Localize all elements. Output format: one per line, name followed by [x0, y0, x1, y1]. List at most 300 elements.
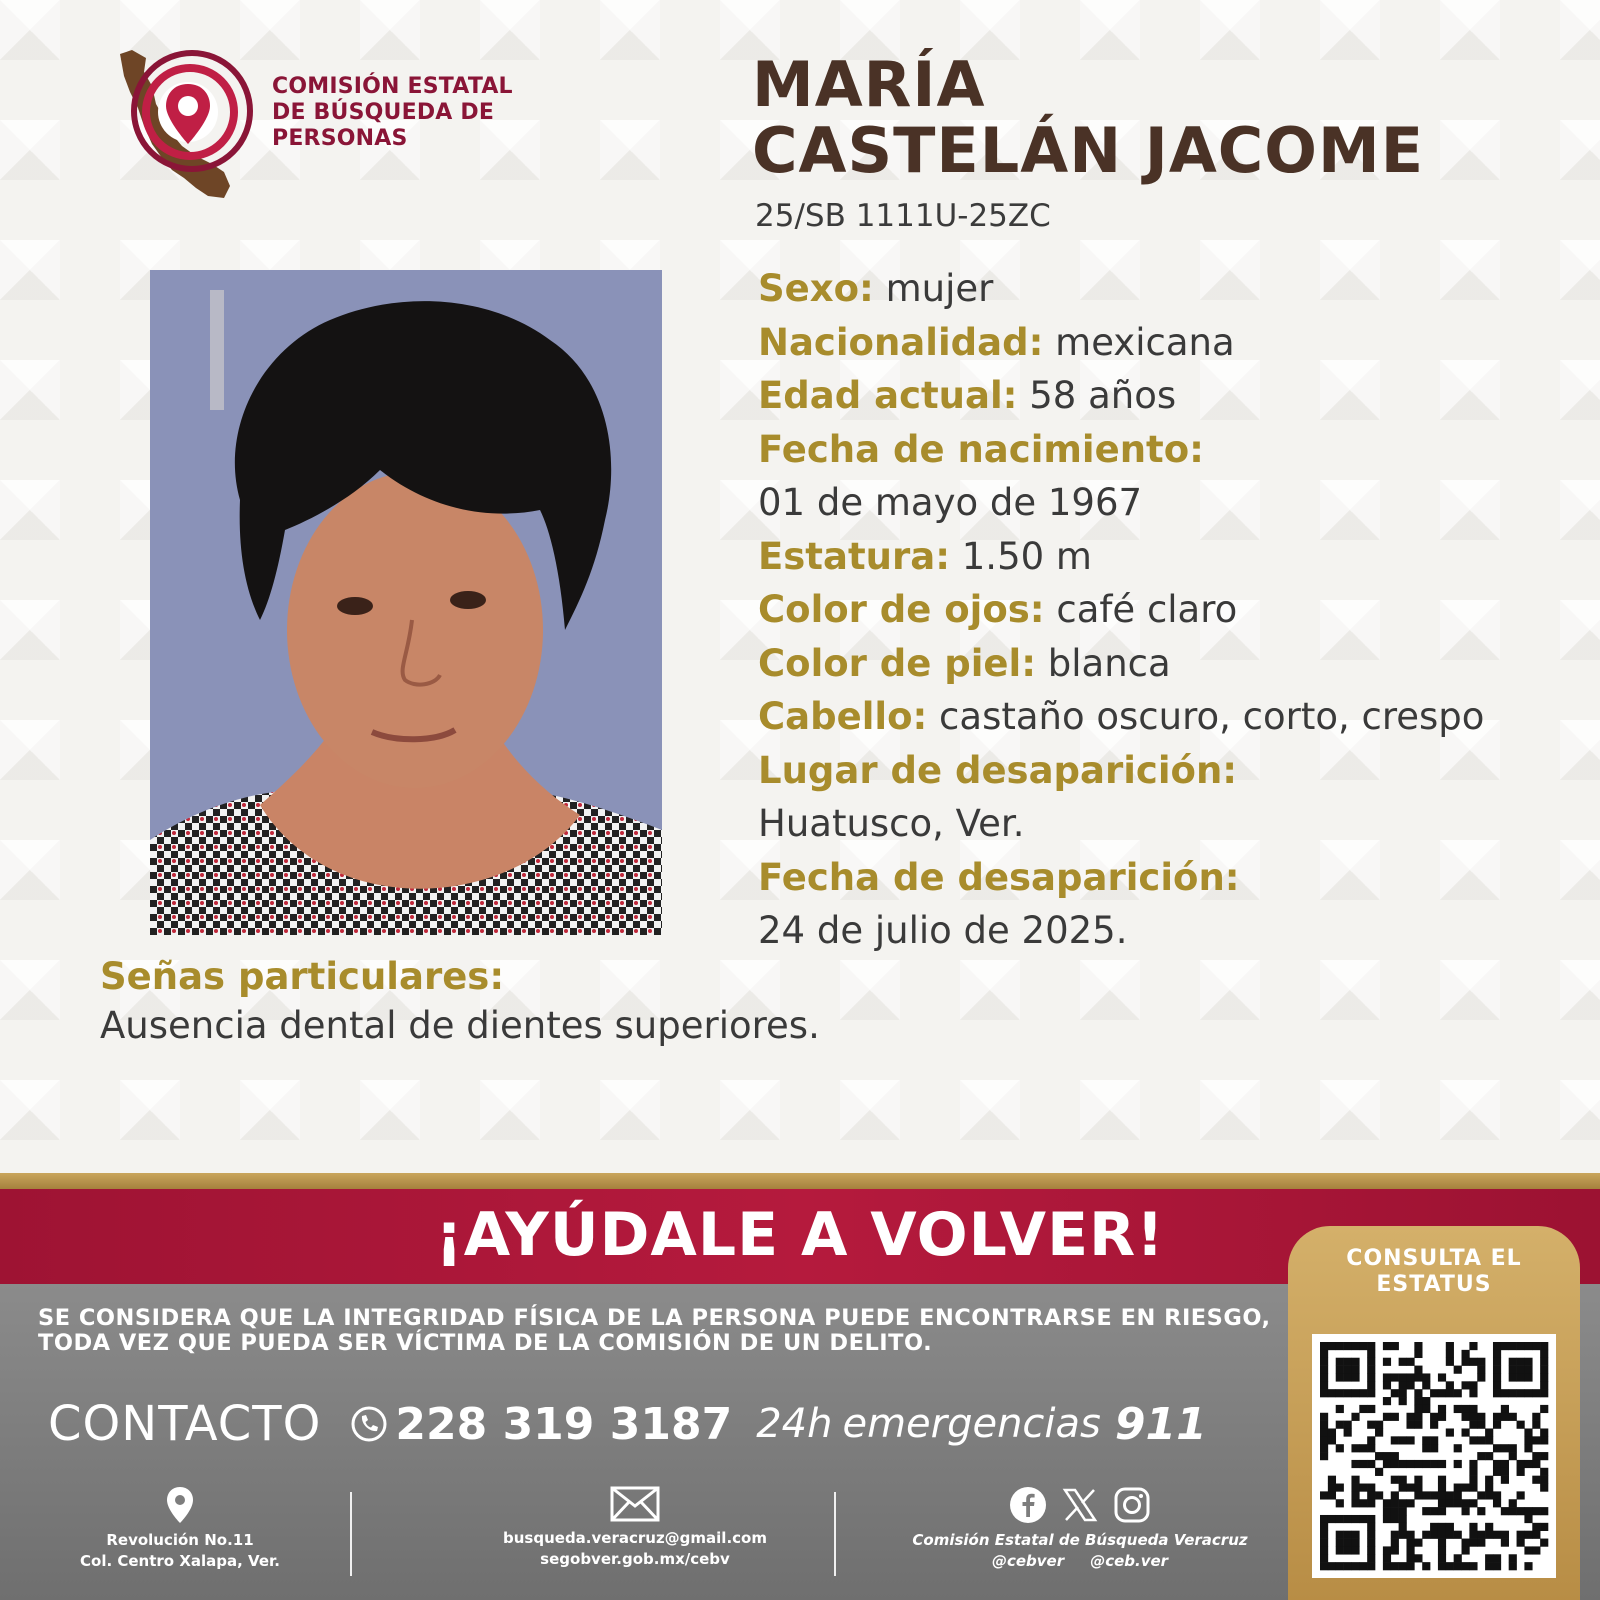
address-line: Col. Centro Xalapa, Ver.: [80, 1552, 280, 1570]
qr-module: [1351, 1531, 1359, 1539]
qr-module: [1367, 1358, 1375, 1366]
qr-module: [1540, 1405, 1548, 1413]
qr-module: [1367, 1389, 1375, 1397]
qr-module: [1328, 1491, 1336, 1499]
qr-module: [1414, 1389, 1422, 1397]
emergency-label: emergencias: [842, 1401, 1101, 1447]
facebook-icon[interactable]: [1009, 1486, 1047, 1524]
qr-module: [1477, 1421, 1485, 1429]
detail-label: Fecha de desaparición:: [758, 855, 1240, 899]
warning-line: SE CONSIDERA QUE LA INTEGRIDAD FÍSICA DE LA PERSONA PUEDE ENCONTRARSE EN RIESGO,: [38, 1305, 1271, 1331]
qr-module: [1493, 1531, 1501, 1539]
qr-module: [1540, 1366, 1548, 1374]
qr-module: [1454, 1484, 1462, 1492]
qr-module: [1375, 1421, 1383, 1429]
qr-module: [1406, 1460, 1414, 1468]
qr-module: [1336, 1539, 1344, 1547]
qr-module: [1422, 1531, 1430, 1539]
qr-module: [1501, 1342, 1509, 1350]
qr-module: [1532, 1476, 1540, 1484]
qr-module: [1383, 1554, 1391, 1562]
email-link[interactable]: busqueda.veracruz@gmail.com: [503, 1529, 767, 1547]
qr-module: [1438, 1554, 1446, 1562]
qr-module: [1414, 1484, 1422, 1492]
detail-label: Sexo:: [758, 267, 874, 310]
qr-module: [1532, 1421, 1540, 1429]
qr-module: [1320, 1554, 1328, 1562]
qr-module: [1509, 1507, 1517, 1515]
qr-module: [1344, 1421, 1352, 1429]
qr-module: [1438, 1507, 1446, 1515]
qr-module: [1359, 1460, 1367, 1468]
qr-module: [1367, 1444, 1375, 1452]
qr-module: [1438, 1491, 1446, 1499]
qr-module: [1320, 1546, 1328, 1554]
qr-module: [1351, 1413, 1359, 1421]
qr-module: [1438, 1460, 1446, 1468]
qr-module: [1462, 1507, 1470, 1515]
qr-module: [1501, 1468, 1509, 1476]
qr-module: [1524, 1444, 1532, 1452]
qr-module: [1328, 1428, 1336, 1436]
qr-module: [1462, 1405, 1470, 1413]
social-block: [880, 1486, 1280, 1572]
qr-module: [1336, 1499, 1344, 1507]
qr-module: [1532, 1413, 1540, 1421]
qr-module: [1462, 1499, 1470, 1507]
qr-module: [1344, 1373, 1352, 1381]
qr-module: [1351, 1499, 1359, 1507]
qr-module: [1344, 1539, 1352, 1547]
qr-module: [1501, 1389, 1509, 1397]
qr-module: [1336, 1444, 1344, 1452]
qr-module: [1320, 1444, 1328, 1452]
qr-module: [1524, 1546, 1532, 1554]
qr-module: [1422, 1491, 1430, 1499]
qr-module: [1493, 1381, 1501, 1389]
qr-module: [1509, 1366, 1517, 1374]
risk-warning: [38, 1306, 1278, 1356]
qr-module: [1540, 1484, 1548, 1492]
detail-value: mexicana: [1043, 320, 1235, 364]
qr-module: [1336, 1389, 1344, 1397]
social-name: Comisión Estatal de Búsqueda Veracruz: [912, 1531, 1248, 1549]
qr-module: [1414, 1366, 1422, 1374]
status-qr-code[interactable]: [1312, 1334, 1556, 1578]
qr-module: [1320, 1413, 1328, 1421]
qr-module: [1367, 1515, 1375, 1523]
qr-module: [1351, 1515, 1359, 1523]
qr-module: [1469, 1381, 1477, 1389]
qr-module: [1406, 1358, 1414, 1366]
qr-module: [1493, 1342, 1501, 1350]
qr-module: [1524, 1515, 1532, 1523]
qr-module: [1406, 1413, 1414, 1421]
qr-module: [1469, 1358, 1477, 1366]
qr-module: [1430, 1444, 1438, 1452]
qr-module: [1509, 1554, 1517, 1562]
qr-module: [1462, 1413, 1470, 1421]
footer-divider: [834, 1492, 836, 1576]
qr-module: [1383, 1381, 1391, 1389]
qr-module: [1501, 1507, 1509, 1515]
qr-module: [1336, 1546, 1344, 1554]
qr-module: [1462, 1350, 1470, 1358]
detail-row-hair: [758, 690, 1600, 744]
qr-module: [1422, 1381, 1430, 1389]
commission-name: [272, 74, 542, 152]
qr-module: [1524, 1460, 1532, 1468]
qr-module: [1477, 1452, 1485, 1460]
qr-module: [1493, 1562, 1501, 1570]
qr-module: [1477, 1539, 1485, 1547]
qr-module: [1359, 1562, 1367, 1570]
qr-module: [1493, 1444, 1501, 1452]
qr-module: [1493, 1366, 1501, 1374]
qr-module: [1509, 1358, 1517, 1366]
qr-module: [1383, 1413, 1391, 1421]
detail-value: café claro: [1044, 588, 1238, 631]
qr-module: [1493, 1373, 1501, 1381]
qr-module: [1524, 1358, 1532, 1366]
hours-label: 24h: [756, 1401, 833, 1447]
qr-module: [1493, 1389, 1501, 1397]
qr-module: [1532, 1507, 1540, 1515]
qr-module: [1383, 1546, 1391, 1554]
qr-module: [1399, 1358, 1407, 1366]
qr-module: [1406, 1531, 1414, 1539]
qr-module: [1517, 1491, 1525, 1499]
qr-module: [1375, 1452, 1383, 1460]
qr-module: [1532, 1436, 1540, 1444]
qr-module: [1367, 1381, 1375, 1389]
qr-module: [1336, 1484, 1344, 1492]
detail-row-birthdate-label: [758, 423, 1600, 477]
qr-module: [1336, 1405, 1344, 1413]
qr-module: [1532, 1546, 1540, 1554]
qr-module: [1462, 1562, 1470, 1570]
qr-module: [1351, 1373, 1359, 1381]
qr-module: [1501, 1460, 1509, 1468]
contact-phone[interactable]: 228 319 3187: [395, 1398, 733, 1450]
qr-module: [1524, 1373, 1532, 1381]
qr-module: [1383, 1358, 1391, 1366]
qr-module: [1367, 1539, 1375, 1547]
qr-module: [1477, 1366, 1485, 1374]
qr-module: [1446, 1531, 1454, 1539]
qr-module: [1391, 1491, 1399, 1499]
qr-module: [1367, 1491, 1375, 1499]
qr-module: [1524, 1562, 1532, 1570]
qr-module: [1328, 1342, 1336, 1350]
qr-module: [1477, 1413, 1485, 1421]
qr-module: [1367, 1373, 1375, 1381]
qr-module: [1454, 1460, 1462, 1468]
qr-module: [1469, 1413, 1477, 1421]
qr-module: [1336, 1358, 1344, 1366]
qr-module: [1540, 1373, 1548, 1381]
qr-module: [1391, 1531, 1399, 1539]
qr-module: [1509, 1373, 1517, 1381]
qr-module: [1375, 1491, 1383, 1499]
qr-module: [1462, 1484, 1470, 1492]
qr-module: [1399, 1507, 1407, 1515]
qr-module: [1469, 1499, 1477, 1507]
qr-module: [1414, 1342, 1422, 1350]
qr-module: [1540, 1468, 1548, 1476]
qr-module: [1367, 1546, 1375, 1554]
detail-label: Edad actual:: [758, 374, 1018, 417]
mail-icon: [610, 1486, 660, 1522]
qr-module: [1493, 1460, 1501, 1468]
qr-module: [1399, 1389, 1407, 1397]
qr-module: [1469, 1421, 1477, 1429]
qr-module: [1454, 1444, 1462, 1452]
detail-row-age: [758, 369, 1600, 423]
qr-module: [1391, 1546, 1399, 1554]
qr-module: [1359, 1515, 1367, 1523]
warning-line: TODA VEZ QUE PUEDA SER VÍCTIMA DE LA COMISIÓN DE UN DELITO.: [38, 1330, 933, 1356]
qr-module: [1336, 1562, 1344, 1570]
instagram-icon[interactable]: [1113, 1486, 1151, 1524]
qr-module: [1414, 1397, 1422, 1405]
qr-module: [1406, 1539, 1414, 1547]
qr-module: [1336, 1531, 1344, 1539]
slogan: ¡AYÚDALE A VOLVER!: [435, 1200, 1165, 1270]
qr-module: [1336, 1366, 1344, 1374]
qr-module: [1399, 1373, 1407, 1381]
qr-module: [1422, 1444, 1430, 1452]
case-folio: 25/SB 1111U-25ZC: [755, 198, 1051, 234]
qr-module: [1485, 1452, 1493, 1460]
qr-module: [1414, 1413, 1422, 1421]
name-line-1: MARÍA: [752, 48, 986, 121]
qr-module: [1454, 1499, 1462, 1507]
qr-module: [1391, 1389, 1399, 1397]
qr-module: [1336, 1515, 1344, 1523]
qr-module: [1367, 1499, 1375, 1507]
qr-module: [1501, 1539, 1509, 1547]
qr-module: [1359, 1484, 1367, 1492]
qr-module: [1383, 1342, 1391, 1350]
qr-module: [1501, 1413, 1509, 1421]
qr-module: [1414, 1491, 1422, 1499]
qr-module: [1414, 1554, 1422, 1562]
qr-module: [1509, 1499, 1517, 1507]
qr-module: [1540, 1428, 1548, 1436]
qr-module: [1406, 1373, 1414, 1381]
detail-row-height: [758, 530, 1600, 584]
qr-module: [1351, 1366, 1359, 1374]
qr-module: [1540, 1389, 1548, 1397]
detail-row-nationality: [758, 316, 1600, 370]
qr-module: [1399, 1381, 1407, 1389]
website-link[interactable]: segobver.gob.mx/cebv: [540, 1550, 730, 1568]
contact-title: CONTACTO: [48, 1396, 322, 1452]
qr-module: [1320, 1421, 1328, 1429]
qr-module: [1399, 1523, 1407, 1531]
qr-module: [1540, 1358, 1548, 1366]
qr-module: [1391, 1562, 1399, 1570]
qr-module: [1351, 1539, 1359, 1547]
qr-module: [1446, 1389, 1454, 1397]
qr-module: [1517, 1358, 1525, 1366]
qr-module: [1399, 1499, 1407, 1507]
qr-module: [1532, 1531, 1540, 1539]
qr-module: [1540, 1452, 1548, 1460]
qr-module: [1509, 1342, 1517, 1350]
qr-module: [1328, 1476, 1336, 1484]
qr-module: [1367, 1562, 1375, 1570]
detail-value: 58 años: [1017, 374, 1177, 417]
footer-divider: [350, 1492, 352, 1576]
qr-module: [1383, 1452, 1391, 1460]
qr-module: [1320, 1366, 1328, 1374]
qr-module: [1383, 1373, 1391, 1381]
qr-module: [1344, 1515, 1352, 1523]
qr-module: [1328, 1389, 1336, 1397]
qr-module: [1462, 1358, 1470, 1366]
qr-module: [1524, 1428, 1532, 1436]
qr-module: [1446, 1428, 1454, 1436]
qr-module: [1454, 1405, 1462, 1413]
qr-module: [1446, 1350, 1454, 1358]
qr-module: [1430, 1436, 1438, 1444]
qr-module: [1336, 1421, 1344, 1429]
qr-module: [1493, 1413, 1501, 1421]
detail-row-date: [758, 904, 1600, 958]
qr-module: [1485, 1554, 1493, 1562]
qr-module: [1344, 1531, 1352, 1539]
qr-module: [1422, 1562, 1430, 1570]
address-block: [60, 1486, 300, 1572]
qr-module: [1469, 1389, 1477, 1397]
detail-label: Fecha de nacimiento:: [758, 427, 1204, 471]
qr-module: [1454, 1491, 1462, 1499]
qr-module: [1485, 1523, 1493, 1531]
qr-module: [1351, 1484, 1359, 1492]
qr-module: [1438, 1484, 1446, 1492]
qr-module: [1517, 1366, 1525, 1374]
qr-module: [1320, 1350, 1328, 1358]
qr-title-line: ESTATUS: [1376, 1272, 1492, 1297]
qr-module: [1344, 1342, 1352, 1350]
qr-module: [1485, 1531, 1493, 1539]
detail-label: Lugar de desaparición:: [758, 748, 1238, 792]
email-block: [420, 1486, 850, 1570]
x-icon[interactable]: [1061, 1486, 1099, 1524]
qr-module: [1414, 1405, 1422, 1413]
qr-module: [1469, 1484, 1477, 1492]
qr-module: [1399, 1476, 1407, 1484]
qr-module: [1532, 1342, 1540, 1350]
qr-module: [1477, 1531, 1485, 1539]
qr-module: [1414, 1421, 1422, 1429]
detail-label: Color de ojos:: [758, 588, 1045, 631]
qr-module: [1406, 1421, 1414, 1429]
qr-module: [1367, 1460, 1375, 1468]
qr-module: [1414, 1350, 1422, 1358]
qr-module: [1540, 1342, 1548, 1350]
detail-value: blanca: [1036, 641, 1171, 685]
qr-module: [1367, 1342, 1375, 1350]
qr-module: [1446, 1342, 1454, 1350]
logo-line: DE BÚSQUEDA DE: [272, 100, 495, 125]
qr-module: [1351, 1358, 1359, 1366]
qr-module: [1367, 1421, 1375, 1429]
qr-module: [1399, 1460, 1407, 1468]
qr-module: [1383, 1397, 1391, 1405]
location-pin-icon: [165, 1486, 195, 1524]
qr-module: [1532, 1523, 1540, 1531]
qr-module: [1320, 1491, 1328, 1499]
social-handles[interactable]: @cebver @ceb.ver: [991, 1552, 1169, 1570]
qr-module: [1430, 1531, 1438, 1539]
qr-module: [1406, 1562, 1414, 1570]
qr-module: [1509, 1444, 1517, 1452]
qr-module: [1446, 1499, 1454, 1507]
qr-module: [1524, 1531, 1532, 1539]
qr-module: [1430, 1389, 1438, 1397]
qr-module: [1469, 1531, 1477, 1539]
qr-module: [1430, 1523, 1438, 1531]
qr-module: [1391, 1515, 1399, 1523]
qr-module: [1430, 1421, 1438, 1429]
qr-title: [1288, 1246, 1580, 1298]
qr-module: [1469, 1342, 1477, 1350]
qr-module: [1351, 1546, 1359, 1554]
qr-module: [1517, 1421, 1525, 1429]
qr-module: [1351, 1389, 1359, 1397]
qr-module: [1462, 1428, 1470, 1436]
qr-module: [1328, 1484, 1336, 1492]
qr-module: [1438, 1539, 1446, 1547]
qr-module: [1375, 1428, 1383, 1436]
qr-module: [1399, 1531, 1407, 1539]
qr-module: [1469, 1476, 1477, 1484]
qr-module: [1391, 1507, 1399, 1515]
qr-module: [1344, 1562, 1352, 1570]
detail-row-place: [758, 797, 1600, 851]
qr-module: [1517, 1389, 1525, 1397]
qr-module: [1540, 1476, 1548, 1484]
qr-module: [1320, 1562, 1328, 1570]
qr-module: [1359, 1499, 1367, 1507]
qr-module: [1517, 1539, 1525, 1547]
qr-module: [1367, 1554, 1375, 1562]
qr-module: [1532, 1460, 1540, 1468]
qr-module: [1446, 1491, 1454, 1499]
qr-module: [1359, 1444, 1367, 1452]
qr-module: [1446, 1562, 1454, 1570]
qr-code-image[interactable]: [1312, 1334, 1556, 1578]
detail-label: Estatura:: [758, 534, 950, 578]
qr-module: [1509, 1452, 1517, 1460]
qr-module: [1328, 1562, 1336, 1570]
qr-module: [1367, 1405, 1375, 1413]
qr-module: [1351, 1476, 1359, 1484]
detail-value: 01 de mayo de 1967: [758, 481, 1143, 524]
qr-module: [1438, 1562, 1446, 1570]
qr-module: [1320, 1436, 1328, 1444]
qr-module: [1422, 1405, 1430, 1413]
detail-value: 1.50 m: [950, 534, 1092, 578]
qr-module: [1430, 1460, 1438, 1468]
detail-row-birthdate: [758, 476, 1600, 530]
qr-module: [1493, 1350, 1501, 1358]
emergency-number[interactable]: 911: [1114, 1398, 1207, 1450]
qr-module: [1524, 1366, 1532, 1374]
